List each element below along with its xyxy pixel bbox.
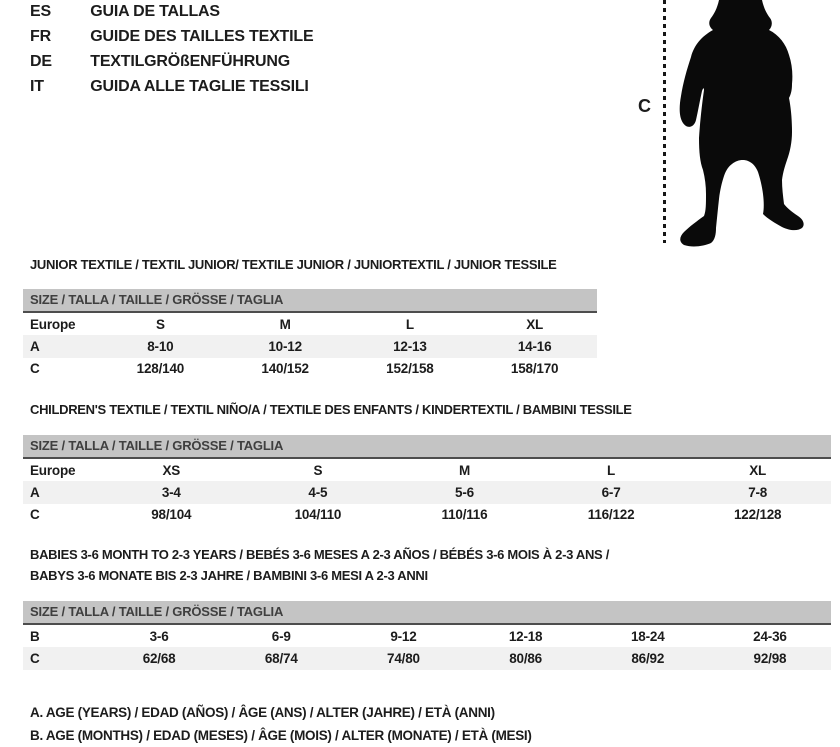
cell-value: 24-36 xyxy=(709,629,831,644)
table-row xyxy=(23,481,831,503)
size-section xyxy=(23,396,831,526)
language-code: ES xyxy=(30,1,86,23)
measure-c-label: C xyxy=(638,96,651,117)
footnote-line: B. AGE (MONTHS) / EDAD (MESES) / ÂGE (MOIS) / ALTER (MONATE) / ETÀ (MESI) xyxy=(30,725,532,747)
cell-value: 92/98 xyxy=(709,651,831,666)
cell-value: 5-6 xyxy=(391,485,538,500)
size-figure xyxy=(628,0,818,250)
cell-value: 152/158 xyxy=(348,361,473,376)
section-heading-line: CHILDREN'S TEXTILE / TEXTIL NIÑO/A / TEXTILE DES ENFANTS / KINDERTEXTIL / BAMBINI TESSILE xyxy=(23,399,831,420)
cell-value: 122/128 xyxy=(684,507,831,522)
cell-value: 9-12 xyxy=(342,629,464,644)
table-row xyxy=(23,647,831,669)
cell-value: 104/110 xyxy=(245,507,392,522)
cell-value: 158/170 xyxy=(472,361,597,376)
language-label: TEXTILGRÖßENFÜHRUNG xyxy=(90,53,290,70)
cell-value: L xyxy=(348,317,473,332)
language-code: IT xyxy=(30,76,86,98)
cell-value: 110/116 xyxy=(391,507,538,522)
language-row xyxy=(30,26,313,51)
table-row xyxy=(23,313,597,335)
cell-value: 4-5 xyxy=(245,485,392,500)
table-row xyxy=(23,625,831,647)
language-label: GUIA DE TALLAS xyxy=(90,3,220,20)
cell-value: M xyxy=(223,317,348,332)
cell-value: XL xyxy=(684,463,831,478)
cell-value: 12-18 xyxy=(465,629,587,644)
cell-value: XL xyxy=(472,317,597,332)
language-row xyxy=(30,51,313,76)
cell-value: 14-16 xyxy=(472,339,597,354)
language-code: FR xyxy=(30,26,86,48)
toddler-silhouette-icon xyxy=(670,0,812,248)
row-label: C xyxy=(23,361,98,376)
cell-value: 3-4 xyxy=(98,485,245,500)
language-code: DE xyxy=(30,51,86,73)
size-section xyxy=(23,541,831,670)
footnotes xyxy=(30,702,532,747)
size-section xyxy=(23,252,597,380)
cell-value: 7-8 xyxy=(684,485,831,500)
size-header-bar: SIZE / TALLA / TAILLE / GRÖSSE / TAGLIA xyxy=(23,289,597,313)
cell-value: 98/104 xyxy=(98,507,245,522)
row-label: B xyxy=(23,629,98,644)
language-label: GUIDA ALLE TAGLIE TESSILI xyxy=(90,78,308,95)
section-heading-line: BABYS 3-6 MONATE BIS 2-3 JAHRE / BAMBINI 3-6 MESI A 2-3 ANNI xyxy=(23,565,831,586)
cell-value: 12-13 xyxy=(348,339,473,354)
size-header-bar: SIZE / TALLA / TAILLE / GRÖSSE / TAGLIA xyxy=(23,435,831,459)
cell-value: 80/86 xyxy=(465,651,587,666)
cell-value: 6-7 xyxy=(538,485,685,500)
cell-value: L xyxy=(538,463,685,478)
cell-value: S xyxy=(98,317,223,332)
language-row xyxy=(30,1,313,26)
cell-value: S xyxy=(245,463,392,478)
language-label: GUIDE DES TAILLES TEXTILE xyxy=(90,28,313,45)
cell-value: 68/74 xyxy=(220,651,342,666)
section-heading xyxy=(23,252,597,289)
size-table xyxy=(23,459,831,526)
size-header-bar: SIZE / TALLA / TAILLE / GRÖSSE / TAGLIA xyxy=(23,601,831,625)
row-label: Europe xyxy=(23,317,98,332)
table-row xyxy=(23,358,597,380)
language-row xyxy=(30,76,313,101)
cell-value: M xyxy=(391,463,538,478)
size-table xyxy=(23,313,597,380)
row-label: Europe xyxy=(23,463,98,478)
cell-value: 86/92 xyxy=(587,651,709,666)
footnote-line: A. AGE (YEARS) / EDAD (AÑOS) / ÂGE (ANS) / ALTER (JAHRE) / ETÀ (ANNI) xyxy=(30,702,532,725)
cell-value: 10-12 xyxy=(223,339,348,354)
section-heading xyxy=(23,396,831,435)
row-label: C xyxy=(23,507,98,522)
cell-value: 8-10 xyxy=(98,339,223,354)
language-header xyxy=(30,1,313,101)
section-heading xyxy=(23,541,831,601)
cell-value: 3-6 xyxy=(98,629,220,644)
cell-value: 18-24 xyxy=(587,629,709,644)
cell-value: 62/68 xyxy=(98,651,220,666)
section-heading-line: JUNIOR TEXTILE / TEXTIL JUNIOR/ TEXTILE JUNIOR / JUNIORTEXTIL / JUNIOR TESSILE xyxy=(23,254,597,275)
row-label: C xyxy=(23,651,98,666)
cell-value: XS xyxy=(98,463,245,478)
cell-value: 6-9 xyxy=(220,629,342,644)
table-row xyxy=(23,504,831,526)
height-measure-dotted-line xyxy=(663,0,666,243)
row-label: A xyxy=(23,485,98,500)
cell-value: 128/140 xyxy=(98,361,223,376)
size-table xyxy=(23,625,831,670)
row-label: A xyxy=(23,339,98,354)
table-row xyxy=(23,335,597,357)
cell-value: 74/80 xyxy=(342,651,464,666)
cell-value: 116/122 xyxy=(538,507,685,522)
cell-value: 140/152 xyxy=(223,361,348,376)
section-heading-line: BABIES 3-6 MONTH TO 2-3 YEARS / BEBÉS 3-6 MESES A 2-3 AÑOS / BÉBÉS 3-6 MOIS À 2-3 ANS / xyxy=(23,544,831,565)
table-row xyxy=(23,459,831,481)
